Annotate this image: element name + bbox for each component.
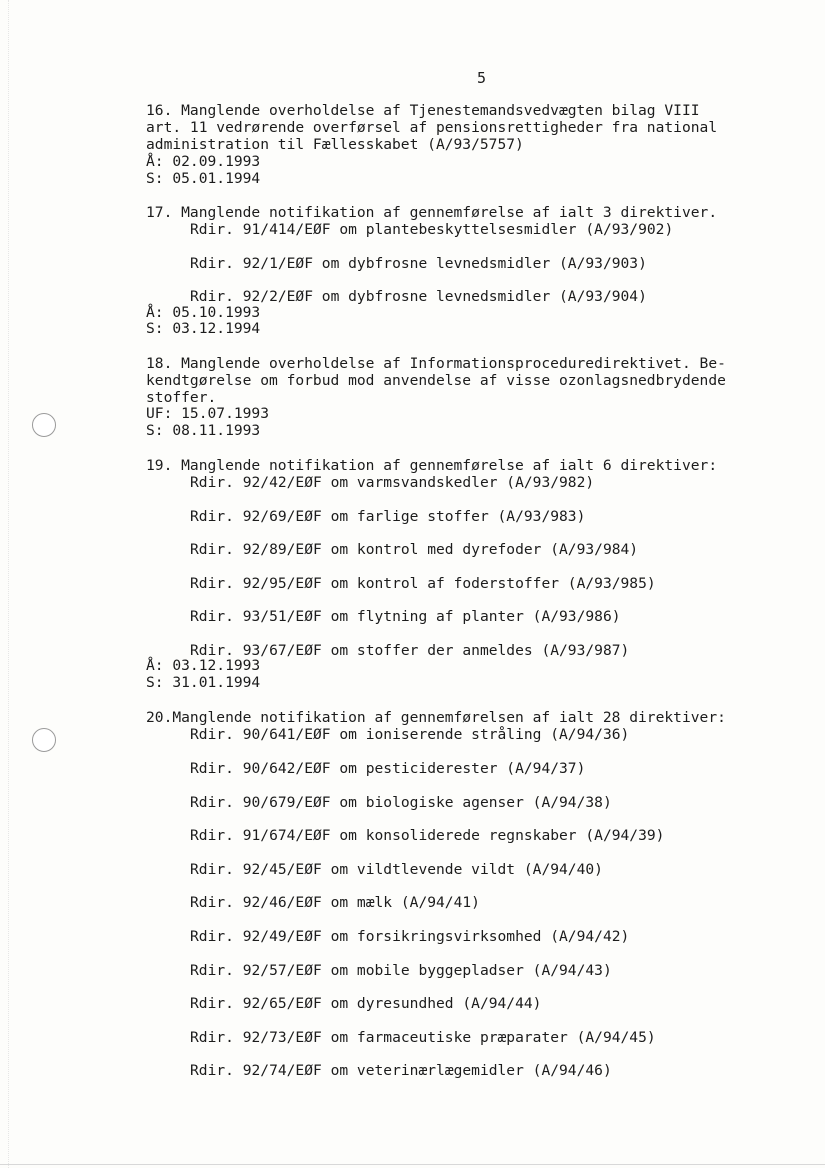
section-20-directive: Rdir. 92/49/EØF om forsikringsvirksomhed (A/94/42) bbox=[190, 928, 630, 945]
section-16-text: art. 11 vedrørende overførsel af pensionsrettigheder fra national bbox=[146, 119, 718, 136]
section-20-directive: Rdir. 90/642/EØF om pesticiderester (A/94/37) bbox=[190, 760, 586, 777]
section-18-text: stoffer. bbox=[146, 389, 217, 406]
section-20-directive: Rdir. 90/641/EØF om ioniserende stråling (A/94/36) bbox=[190, 726, 630, 743]
section-18-heading: 18. Manglende overholdelse af Informationsproceduredirektivet. Be- bbox=[146, 355, 726, 372]
section-20-directive: Rdir. 92/46/EØF om mælk (A/94/41) bbox=[190, 894, 480, 911]
section-17-directive: Rdir. 92/2/EØF om dybfrosne levnedsmidler (A/93/904) bbox=[190, 288, 647, 305]
section-20-directive: Rdir. 92/45/EØF om vildtlevende vildt (A/94/40) bbox=[190, 861, 603, 878]
section-19-heading: 19. Manglende notifikation af gennemførelse af ialt 6 direktiver: bbox=[146, 457, 718, 474]
section-19-date-s: S: 31.01.1994 bbox=[146, 674, 261, 691]
section-16-text: administration til Fællesskabet (A/93/5757) bbox=[146, 136, 524, 153]
section-20-directive: Rdir. 92/57/EØF om mobile byggepladser (A/94/43) bbox=[190, 962, 612, 979]
punch-hole bbox=[32, 413, 56, 437]
section-18-date-uf: UF: 15.07.1993 bbox=[146, 405, 270, 422]
section-17-date-a: Å: 05.10.1993 bbox=[146, 304, 261, 321]
punch-hole bbox=[32, 728, 56, 752]
section-18-date-s: S: 08.11.1993 bbox=[146, 422, 261, 439]
section-19-directive: Rdir. 93/67/EØF om stoffer der anmeldes (A/93/987) bbox=[190, 642, 630, 659]
section-20-directive: Rdir. 91/674/EØF om konsoliderede regnskaber (A/94/39) bbox=[190, 827, 665, 844]
section-17-date-s: S: 03.12.1994 bbox=[146, 320, 261, 337]
section-20-directive: Rdir. 92/73/EØF om farmaceutiske præparater (A/94/45) bbox=[190, 1029, 656, 1046]
section-16-date-a: Å: 02.09.1993 bbox=[146, 153, 261, 170]
section-20-directive: Rdir. 90/679/EØF om biologiske agenser (A/94/38) bbox=[190, 794, 612, 811]
section-19-directive: Rdir. 92/95/EØF om kontrol af foderstoffer (A/93/985) bbox=[190, 575, 656, 592]
page-bottom-edge bbox=[0, 1164, 825, 1165]
section-19-directive: Rdir. 92/69/EØF om farlige stoffer (A/93/983) bbox=[190, 508, 586, 525]
section-19-directive: Rdir. 93/51/EØF om flytning af planter (A/93/986) bbox=[190, 608, 621, 625]
section-20-heading: 20.Manglende notifikation af gennemførelsen af ialt 28 direktiver: bbox=[146, 709, 726, 726]
page-edge bbox=[8, 0, 9, 1168]
section-19-directive: Rdir. 92/89/EØF om kontrol med dyrefoder (A/93/984) bbox=[190, 541, 639, 558]
section-16-date-s: S: 05.01.1994 bbox=[146, 170, 261, 187]
section-20-directive: Rdir. 92/65/EØF om dyresundhed (A/94/44) bbox=[190, 995, 542, 1012]
page-number: 5 bbox=[477, 69, 487, 87]
section-17-directive: Rdir. 91/414/EØF om plantebeskyttelsesmidler (A/93/902) bbox=[190, 221, 674, 238]
section-20-directive: Rdir. 92/74/EØF om veterinærlægemidler (A/94/46) bbox=[190, 1062, 612, 1079]
section-16-heading: 16. Manglende overholdelse af Tjenestemandsvedvægten bilag VIII bbox=[146, 102, 700, 119]
section-17-heading: 17. Manglende notifikation af gennemførelse af ialt 3 direktiver. bbox=[146, 204, 718, 221]
section-19-date-a: Å: 03.12.1993 bbox=[146, 657, 261, 674]
section-17-directive: Rdir. 92/1/EØF om dybfrosne levnedsmidler (A/93/903) bbox=[190, 255, 647, 272]
section-19-directive: Rdir. 92/42/EØF om varmsvandskedler (A/93/982) bbox=[190, 474, 595, 491]
section-18-text: kendtgørelse om forbud mod anvendelse af visse ozonlagsnedbrydende bbox=[146, 372, 726, 389]
